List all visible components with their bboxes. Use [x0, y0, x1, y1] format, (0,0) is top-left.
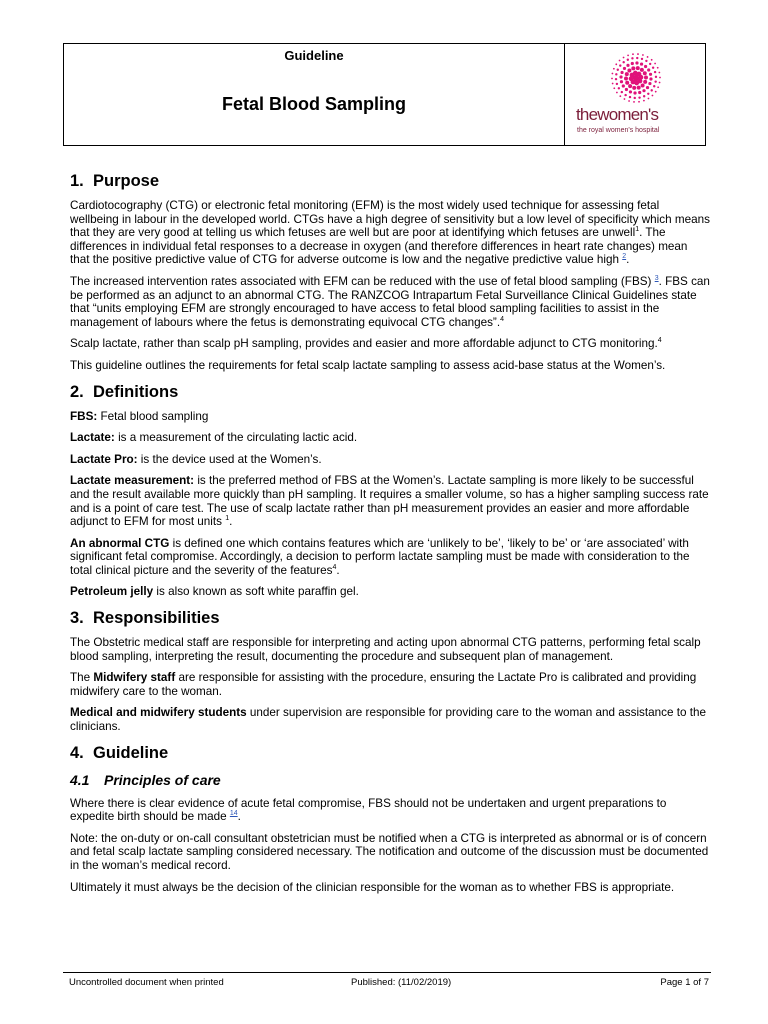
section-heading-guideline: 4. Guideline	[70, 743, 169, 762]
guideline-paragraph-1: Where there is clear evidence of acute fetal compromise, FBS should not be undertaken and urgent preparations to expedite birth should be made $^{14}$.	[70, 796, 667, 824]
section-heading-definitions: 2. Definitions	[70, 382, 179, 401]
definition-lactate: Lactate: is a measurement of the circulating lactic acid.	[70, 431, 358, 445]
purpose-paragraph-2: The increased intervention rates associated with EFM can be reduced with the use of fetal blood sampling (FBS) $^3$. FBS can be performed as an adjunct to an abnormal CTG. The RANZCOG Intrapartum Fetal Surveillance Clinical Guidelines state that “units employing EFM are strongly encouraged to have access to fetal blood sampling facilities to assist in the management of labours where the fetus is demonstrating equivocal CTG changes”.$^4$	[70, 274, 710, 329]
document-title: Fetal Blood Sampling	[221, 94, 406, 114]
footer-uncontrolled-note: Uncontrolled document when printed	[69, 977, 224, 988]
reference-link[interactable]: 3	[654, 275, 659, 283]
responsibilities-paragraph-1: The Obstetric medical staff are responsible for interpreting and acting upon abnormal CTG patterns, performing fetal scalp blood sampling, interpreting the result, documenting the procedure and subsequent plan of management.	[70, 636, 701, 663]
document-body	[70, 170, 710, 902]
purpose-paragraph-3: Scalp lactate, rather than scalp pH sampling, provides and easier and more affordable adjunct to CTG monitoring.$^4$	[70, 337, 662, 351]
header-divider	[564, 44, 565, 145]
document-type: Guideline	[284, 48, 344, 63]
definition-abnormal-ctg: An abnormal CTG is defined one which contains features which are ‘unlikely to be’, ‘likely to be’ or ‘are associated’ with significant fetal compromise. Accordingly, a decision to perform lactate sampling must be made with consideration to the total clinical picture and the severity of the features$^4$.	[70, 536, 690, 577]
definition-fbs: FBS: Fetal blood sampling	[70, 409, 209, 423]
reference-link[interactable]: 2	[622, 253, 627, 261]
definition-lactate-pro: Lactate Pro: is the device used at the Women’s.	[70, 452, 322, 466]
definition-lactate-measurement: Lactate measurement: is the preferred method of FBS at the Women’s. Lactate sampling is more likely to be successful and the result available more quickly than pH sampling. It requires a smaller volume, so has a higher sampling success rate and is a point of care test. The use of scalp lactate rather than pH measurement provides an easier and more affordable adjunct to EFM for most units $^1$.	[70, 474, 709, 529]
guideline-paragraph-2: Note: the on-duty or on-call consultant obstetrician must be notified when a CTG is interpreted as abnormal or is of concern and fetal scalp lactate sampling considered necessary. The notification and outcome of the discussion must be documented in the woman’s medical record.	[70, 831, 709, 872]
definition-petroleum-jelly: Petroleum jelly is also known as soft white paraffin gel.	[70, 585, 359, 599]
footer-page-number: Page 1 of 7	[660, 977, 709, 988]
reference-link[interactable]: 14	[229, 810, 238, 818]
logo-subtitle: the royal women's hospital	[577, 127, 660, 134]
responsibilities-paragraph-2: The Midwifery staff are responsible for assisting with the procedure, ensuring the Lactate Pro is calibrated and providing midwifery care to the woman.	[70, 671, 697, 698]
header-box	[63, 43, 706, 146]
hospital-logo	[572, 52, 702, 142]
section-heading-purpose: 1. Purpose	[70, 172, 160, 190]
responsibilities-paragraph-3: Medical and midwifery students under supervision are responsible for providing care to the woman and assistance to the clinicians.	[70, 706, 706, 734]
section-heading-responsibilities: 3. Responsibilities	[70, 609, 220, 628]
flower-logo-icon	[610, 52, 662, 104]
subsection-heading-principles: 4.1 Principles of care	[70, 771, 221, 788]
footer-published-date: Published: (11/02/2019)	[351, 977, 452, 988]
purpose-paragraph-4: This guideline outlines the requirements for fetal scalp lactate sampling to assess acid-base status at the Women’s.	[70, 358, 666, 372]
page-footer	[63, 972, 711, 993]
guideline-paragraph-3: Ultimately it must always be the decision of the clinician responsible for the woman as to whether FBS is appropriate.	[70, 880, 675, 894]
purpose-paragraph-1: Cardiotocography (CTG) or electronic fetal monitoring (EFM) is the most widely used technique for assessing fetal wellbeing in labour in the developed world. CTGs have a high degree of sensitivity but a low level of specificity which means that they are very good at telling us which fetuses are well but are poor at identifying which fetuses are unwell$^1$. The differences in individual fetal responses to a decrease in oxygen (and therefore differences in heart rate changes) mean that the positive predictive value of CTG for adverse outcome is low and the negative predictive value high $^2$.	[70, 199, 710, 267]
logo-name: thewomen's	[576, 105, 659, 124]
